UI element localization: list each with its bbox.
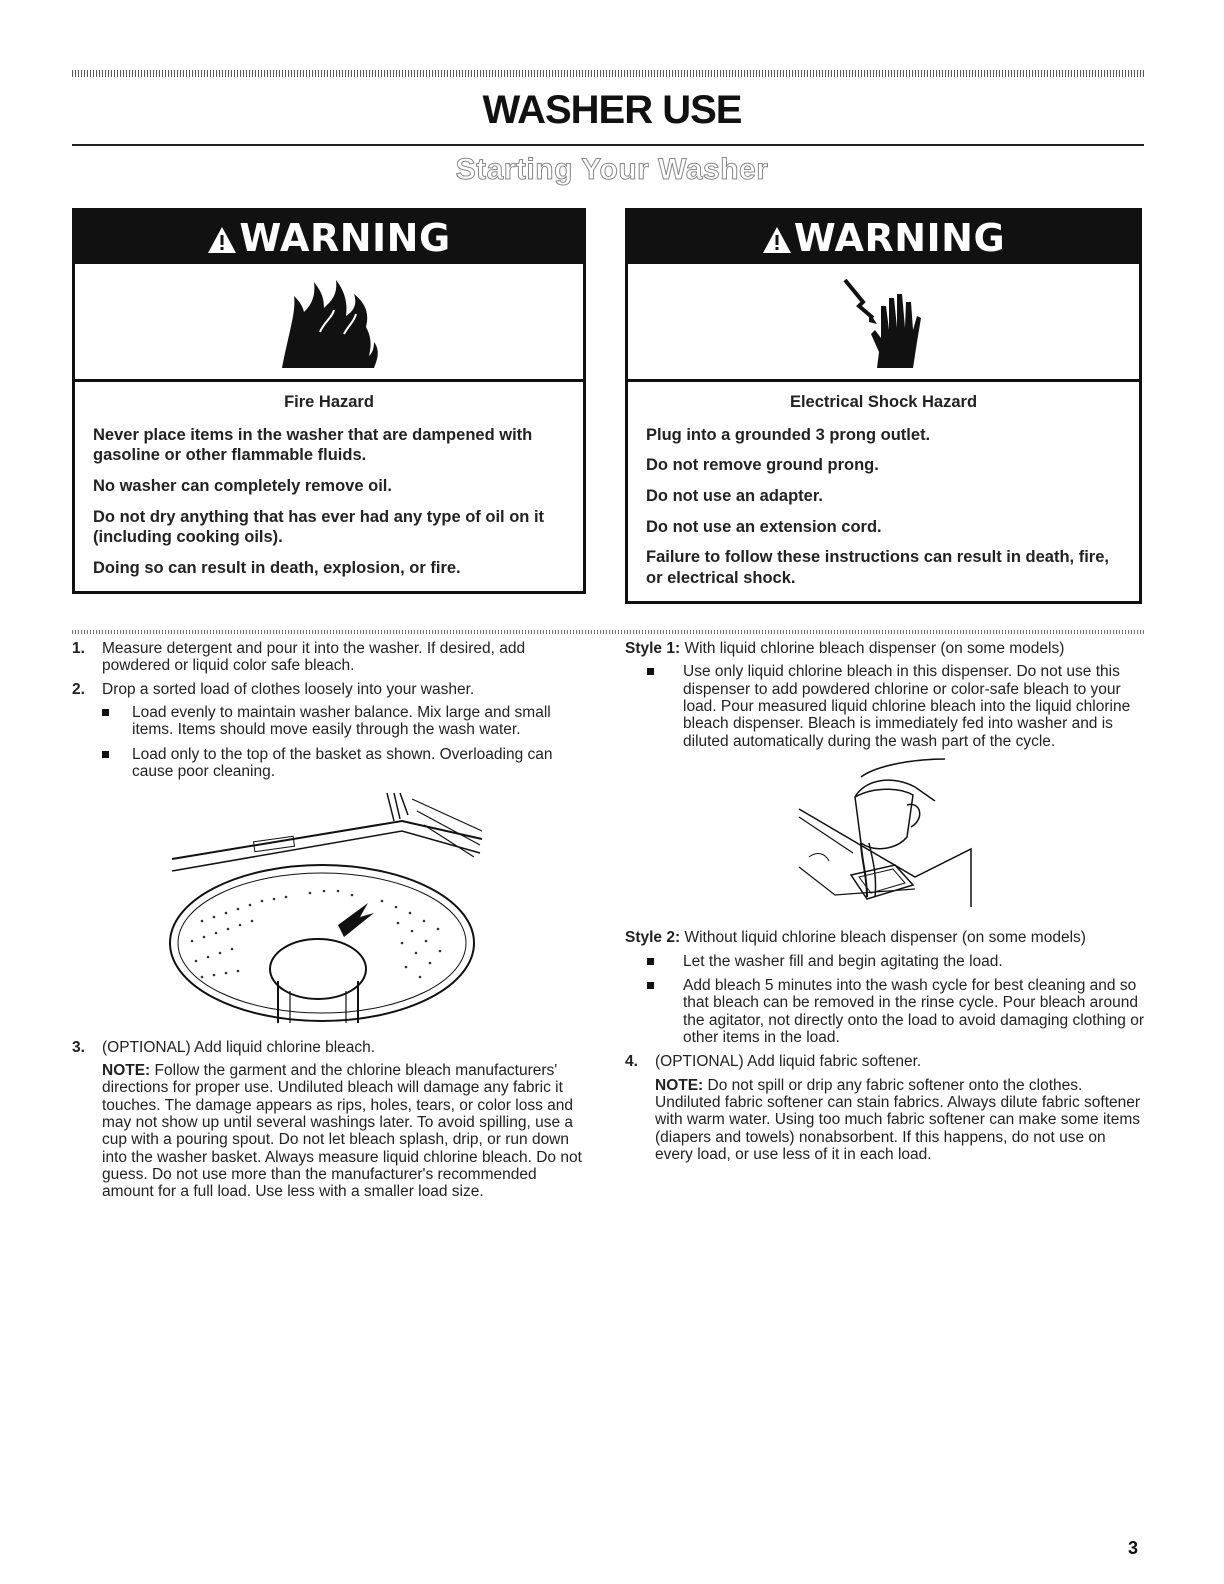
bullet-square-icon [647,668,654,675]
warning-line: Do not use an extension cord. [646,517,882,536]
bullet-item [625,663,1145,750]
shock-warning-box [625,208,1142,604]
warning-line: No washer can completely remove oil. [93,476,392,495]
step-4-note [625,1077,1145,1164]
page-title: WASHER USE [482,88,742,132]
warning-triangle-icon [207,225,237,255]
bullet-text: Add bleach 5 minutes into the wash cycle for best cleaning and so that bleach can be removed in the rinse cycle. Pour bleach around the agitator, not directly onto the load to avoid damaging clothing or other items in the load. [683,976,1144,1046]
warning-line: Do not remove ground prong. [646,456,879,475]
bullet-item [102,704,592,739]
step-text: Measure detergent and pour it into the washer. If desired, add powdered or liquid color safe bleach. [102,640,526,675]
fire-warning-text [75,382,583,578]
electrical-shock-icon [839,272,929,372]
fire-icon [274,272,384,372]
style-1 [625,640,1145,657]
step-1 [72,640,592,675]
section-subtitle: Starting Your Washer [455,153,769,186]
bullet-square-icon [647,982,654,989]
bullet-text: Use only liquid chlorine bleach in this dispenser. Do not use this dispenser to add powdered chlorine or color-safe bleach to your load. Pour measured liquid chlorine bleach into the liquid chlorine bleach dispenser. Bleach is immediately fed into washer and is diluted automatically during the wash part of the cycle. [683,663,1131,750]
page-number: 3 [1128,1538,1139,1558]
bullet-item [625,953,1145,970]
shock-icon-area [628,264,1139,382]
step-text: Drop a sorted load of clothes loosely into your washer. [102,680,475,698]
note-label: NOTE: [655,1076,704,1094]
mid-dotted-rule [72,630,1144,634]
warning-line: Plug into a grounded 3 prong outlet. [646,425,931,444]
warning-header-label: WARNING [793,215,1006,260]
bleach-dispenser-illustration [795,757,975,917]
hazard-title: Electrical Shock Hazard [789,393,978,411]
bullet-square-icon [102,751,109,758]
note-label: NOTE: [102,1061,151,1079]
bullet-text: Let the washer fill and begin agitating the load. [683,952,1003,970]
warning-line: Doing so can result in death, explosion, or fire. [93,558,461,577]
step-number: 4. [625,1053,638,1071]
fire-icon-area [75,264,583,382]
note-text: Do not spill or drip any fabric softener onto the clothes. Undiluted fabric softener can stain fabrics. Always dilute fabric softener with warm water. Using too much fabric softener can make some items (diapers and towels) nonabsorbent. If this happens, do not use on every load, or use less of it in each load. [655,1076,1141,1164]
warning-line: Do not dry anything that has ever had any type of oil on it (including cooking oils). [93,507,545,547]
style-2 [625,929,1145,946]
style-text: Without liquid chlorine bleach dispenser (on some models) [684,929,1086,947]
title-rule [72,144,1144,146]
style-label: Style 2: [625,929,681,947]
bullet-item [102,746,592,781]
left-column [72,640,592,1207]
step-text: (OPTIONAL) Add liquid chlorine bleach. [102,1038,376,1056]
fire-warning-box [72,208,586,594]
right-column [625,640,1145,1169]
bullet-square-icon [647,958,654,965]
step-number: 2. [72,680,85,698]
warning-line: Failure to follow these instructions can result in death, fire, or electrical shock. [646,548,1109,587]
hazard-title: Fire Hazard [284,393,374,411]
warning-header [628,211,1139,264]
washer-basket-illustration [162,791,502,1031]
top-dotted-rule [72,70,1144,77]
step-3-note [72,1062,592,1201]
bullet-item [625,977,1145,1046]
step-3 [72,1039,592,1056]
warning-header-label: WARNING [239,215,451,260]
step-text: (OPTIONAL) Add liquid fabric softener. [655,1053,922,1071]
warning-triangle-icon [762,225,792,255]
step-2 [72,681,592,698]
shock-warning-text [628,382,1139,588]
bullet-text: Load only to the top of the basket as shown. Overloading can cause poor cleaning. [132,745,553,781]
note-text: Follow the garment and the chlorine bleach manufacturers' directions for proper use. Undiluted bleach will damage any fabric it touches. The damage appears as rips, holes, tears, or color loss and may not show up until several washings later. To avoid spilling, use a cup with a pouring spout. Do not let bleach splash, drip, or run down into the washer basket. Always measure liquid chlorine bleach. Do not guess. Do not use more than the manufacturer's recommended amount for a full load. Use less with a smaller load size. [102,1061,582,1201]
step-number: 3. [72,1038,85,1056]
style-text: With liquid chlorine bleach dispenser (on some models) [684,640,1065,657]
step-4 [625,1053,1145,1070]
style-label: Style 1: [625,640,681,657]
warning-line: Do not use an adapter. [646,486,823,505]
warning-header [75,211,583,264]
step-number: 1. [72,640,85,657]
warning-line: Never place items in the washer that are dampened with gasoline or other flammable fluids. [93,425,533,465]
bullet-square-icon [102,709,109,716]
bullet-text: Load evenly to maintain washer balance. Mix large and small items. Items should move easily through the wash water. [132,704,551,739]
